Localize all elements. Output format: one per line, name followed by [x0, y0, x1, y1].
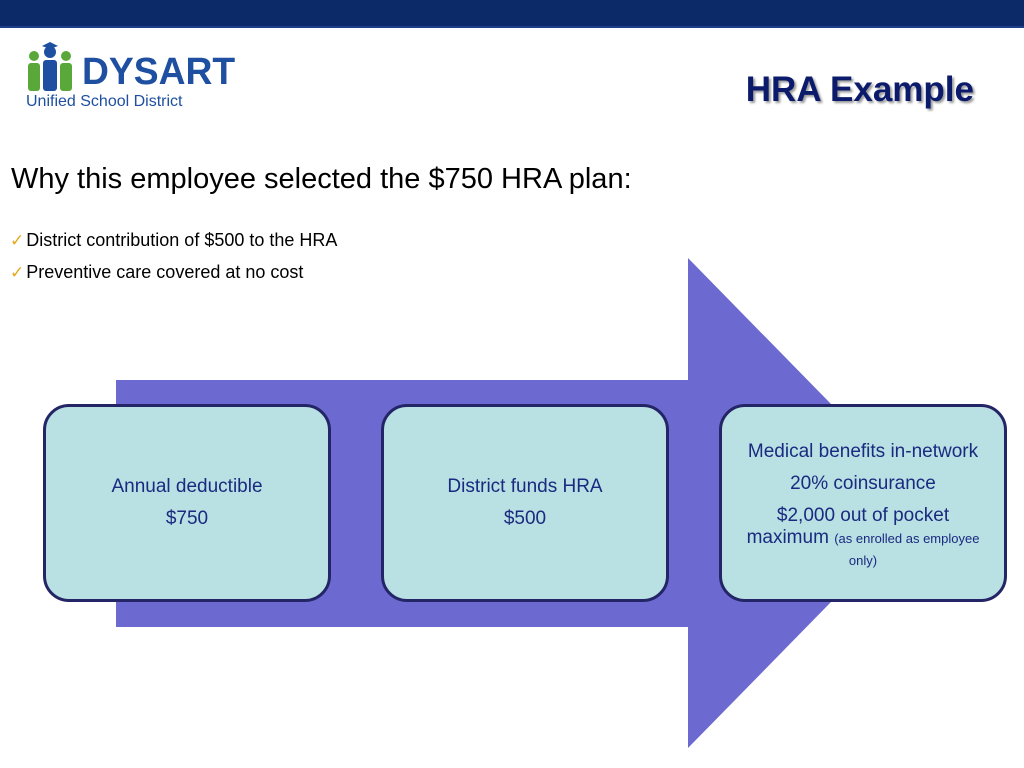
slide-subtitle: Why this employee selected the $750 HRA plan:	[11, 163, 632, 195]
step-3-coinsurance: 20% coinsurance	[790, 472, 936, 494]
step-3-label: Medical benefits in-network	[747, 440, 979, 462]
slide-title: HRA Example	[745, 70, 974, 109]
bullet-text: District contribution of $500 to the HRA	[26, 230, 338, 250]
step-2-value: $500	[503, 508, 547, 529]
checkmark-icon: ✓	[10, 231, 25, 250]
oop-max-note: (as enrolled as employee only)	[834, 530, 980, 568]
process-step-2	[381, 404, 669, 602]
step-2-label: District funds HRA	[447, 476, 603, 497]
logo-subtitle: Unified School District	[26, 93, 183, 110]
logo-wordmark: DYSART	[82, 51, 236, 93]
step-1-label: Annual deductible	[111, 476, 263, 497]
checkmark-icon: ✓	[10, 263, 25, 282]
oop-max-text: $2,000 out of pocket maximum	[746, 504, 950, 548]
process-step-3	[719, 404, 1007, 602]
step-1-value: $750	[165, 508, 209, 529]
process-step-1	[43, 404, 331, 602]
bullet-text: Preventive care covered at no cost	[26, 262, 304, 282]
step-3-oop-max	[734, 505, 992, 571]
